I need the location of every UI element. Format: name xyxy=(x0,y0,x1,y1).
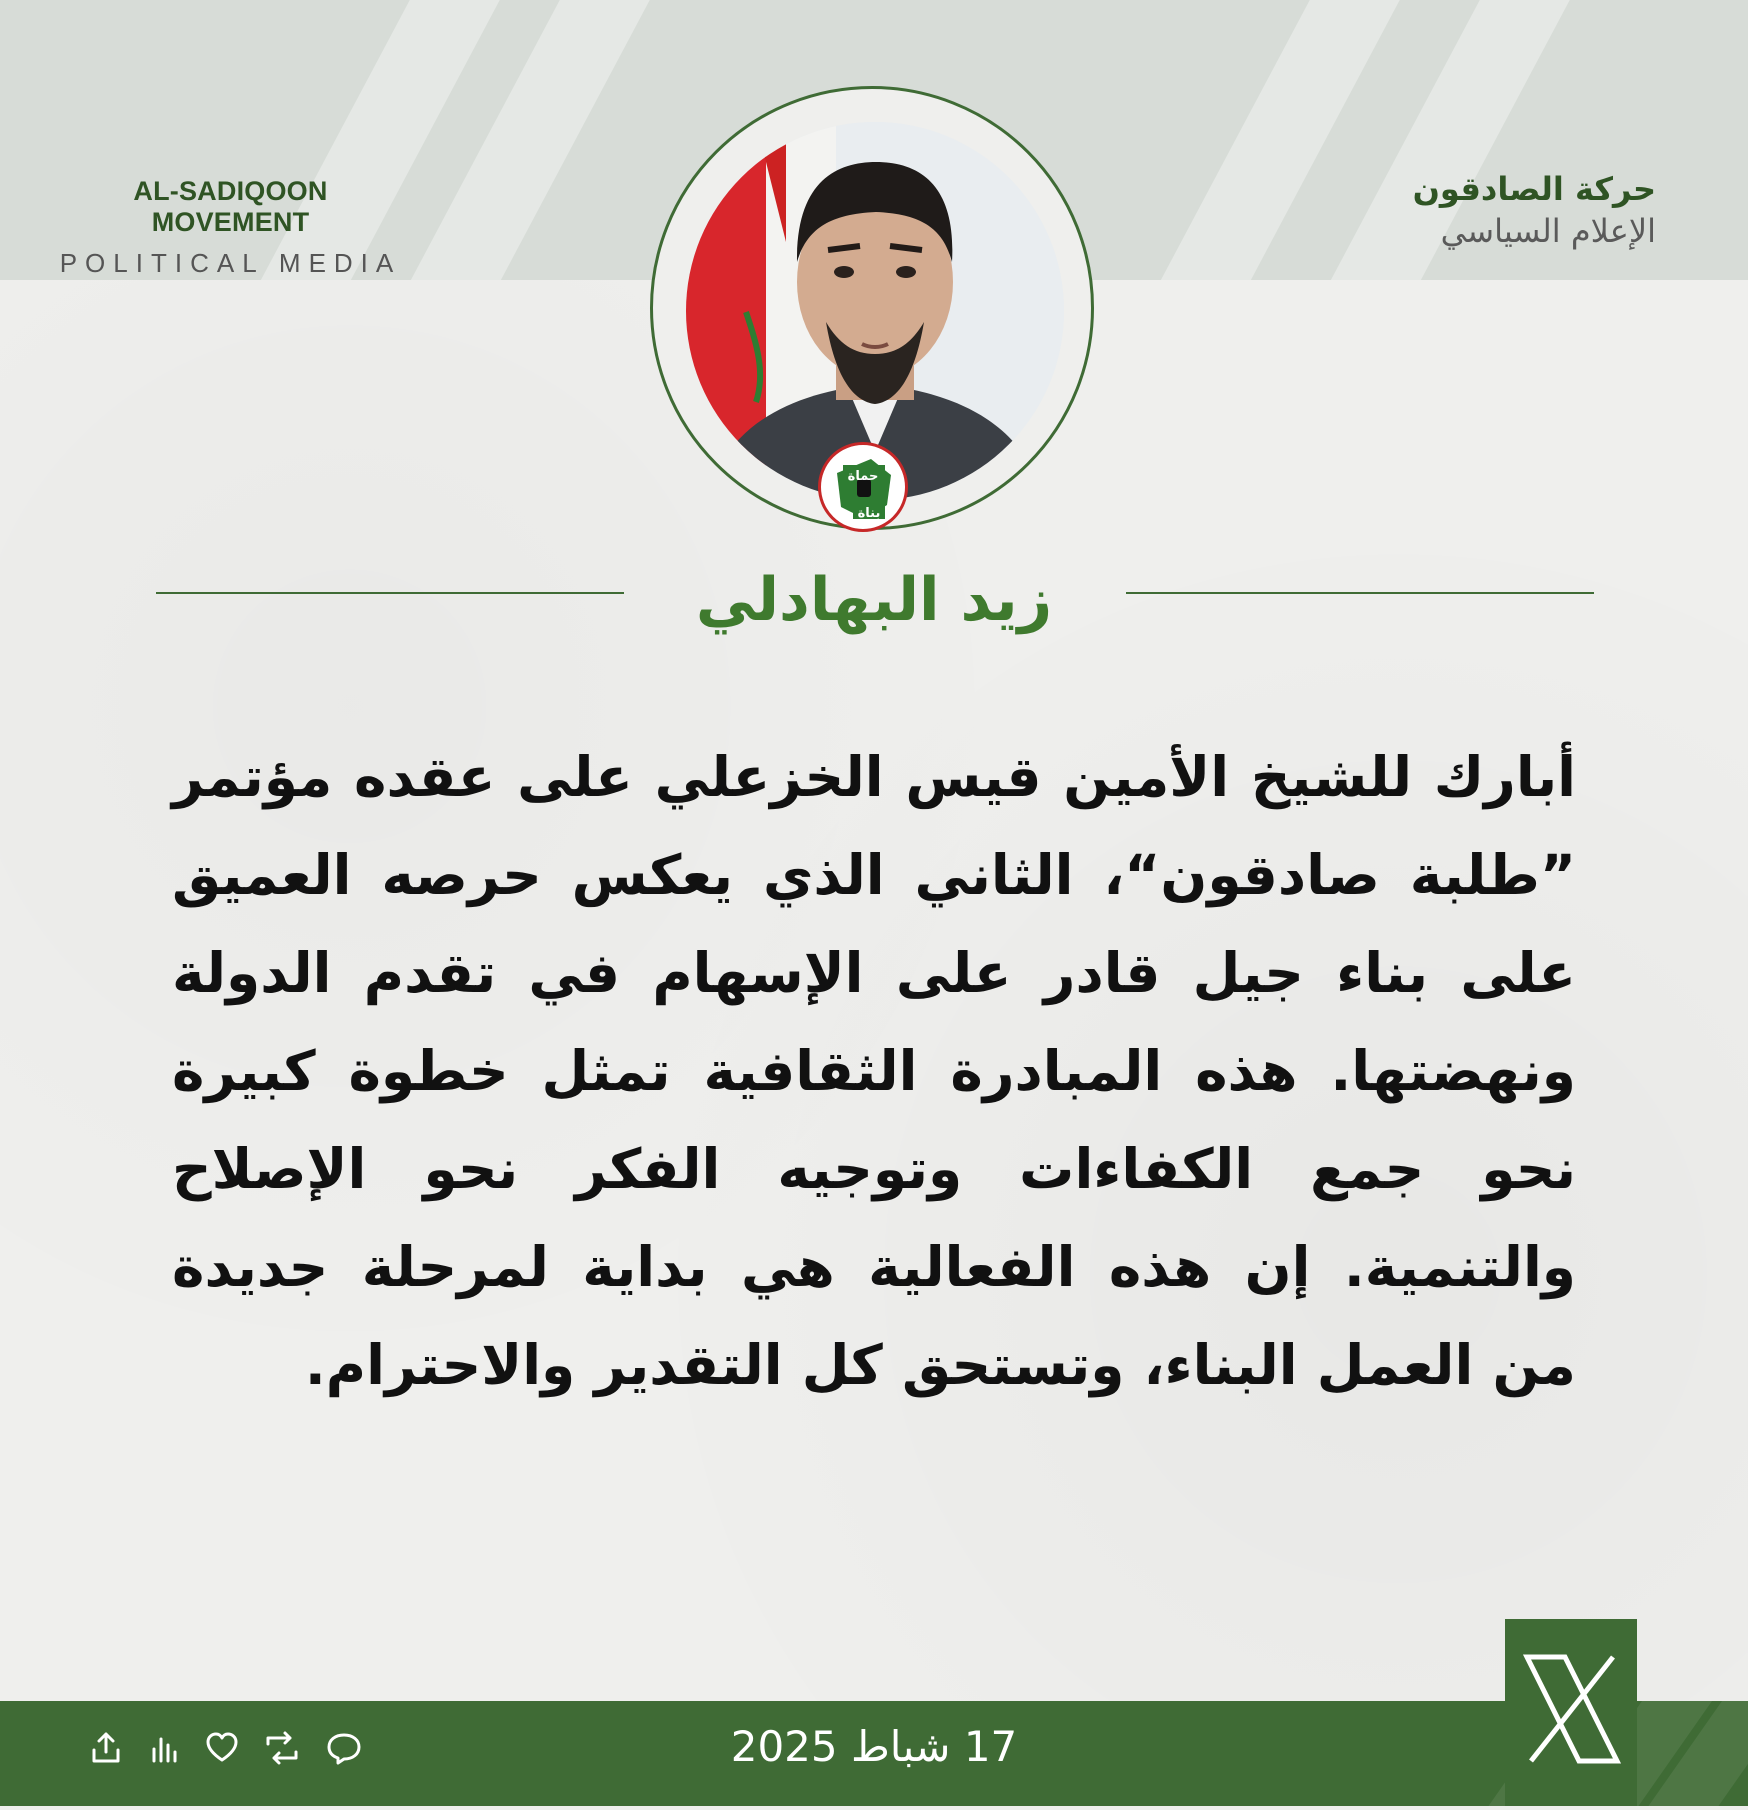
author-name: زيد البهادلي xyxy=(695,565,1053,635)
views-icon[interactable] xyxy=(146,1730,182,1766)
brand-en-title: AL-SADIQOON MOVEMENT xyxy=(133,176,328,237)
share-icon[interactable] xyxy=(88,1730,124,1766)
like-icon[interactable] xyxy=(204,1730,240,1766)
post-body: أبارك للشيخ الأمين قيس الخزعلي على عقده مؤتمر ”طلبة صادقون“، الثاني الذي يعكس حرصه العميق على بناء جيل قادر على الإسهام في تقدم الدولة ونهضتها. هذه المبادرة الثقافية تمثل خطوة كبيرة نحو جمع الكفاءات وتوجيه الفكر نحو الإصلاح والتنمية. إن هذه الفعالية هي بداية لمرحلة جديدة من العمل البناء، وتستحق كل التقدير والاحترام. xyxy=(172,745,1576,1397)
brand-ar-subtitle: الإعلام السياسي xyxy=(1440,212,1656,250)
emblem-top-text: حماة xyxy=(847,469,879,484)
name-rule-right xyxy=(1126,592,1594,594)
reply-icon[interactable] xyxy=(324,1730,364,1766)
repost-icon[interactable] xyxy=(262,1730,302,1766)
name-rule-left xyxy=(156,592,624,594)
movement-emblem xyxy=(818,442,908,532)
post-date: 17 شباط 2025 xyxy=(730,1722,1018,1771)
brand-english xyxy=(58,176,403,279)
brand-arabic xyxy=(1356,170,1656,250)
emblem-bottom-text: بناة xyxy=(857,506,881,521)
brand-en-subtitle: POLITICAL MEDIA xyxy=(59,248,402,278)
x-logo-panel xyxy=(1505,1619,1637,1806)
post-actions xyxy=(88,1730,364,1766)
x-logo-icon xyxy=(1505,1619,1637,1806)
brand-ar-title: حركة الصادقون xyxy=(1412,170,1656,208)
